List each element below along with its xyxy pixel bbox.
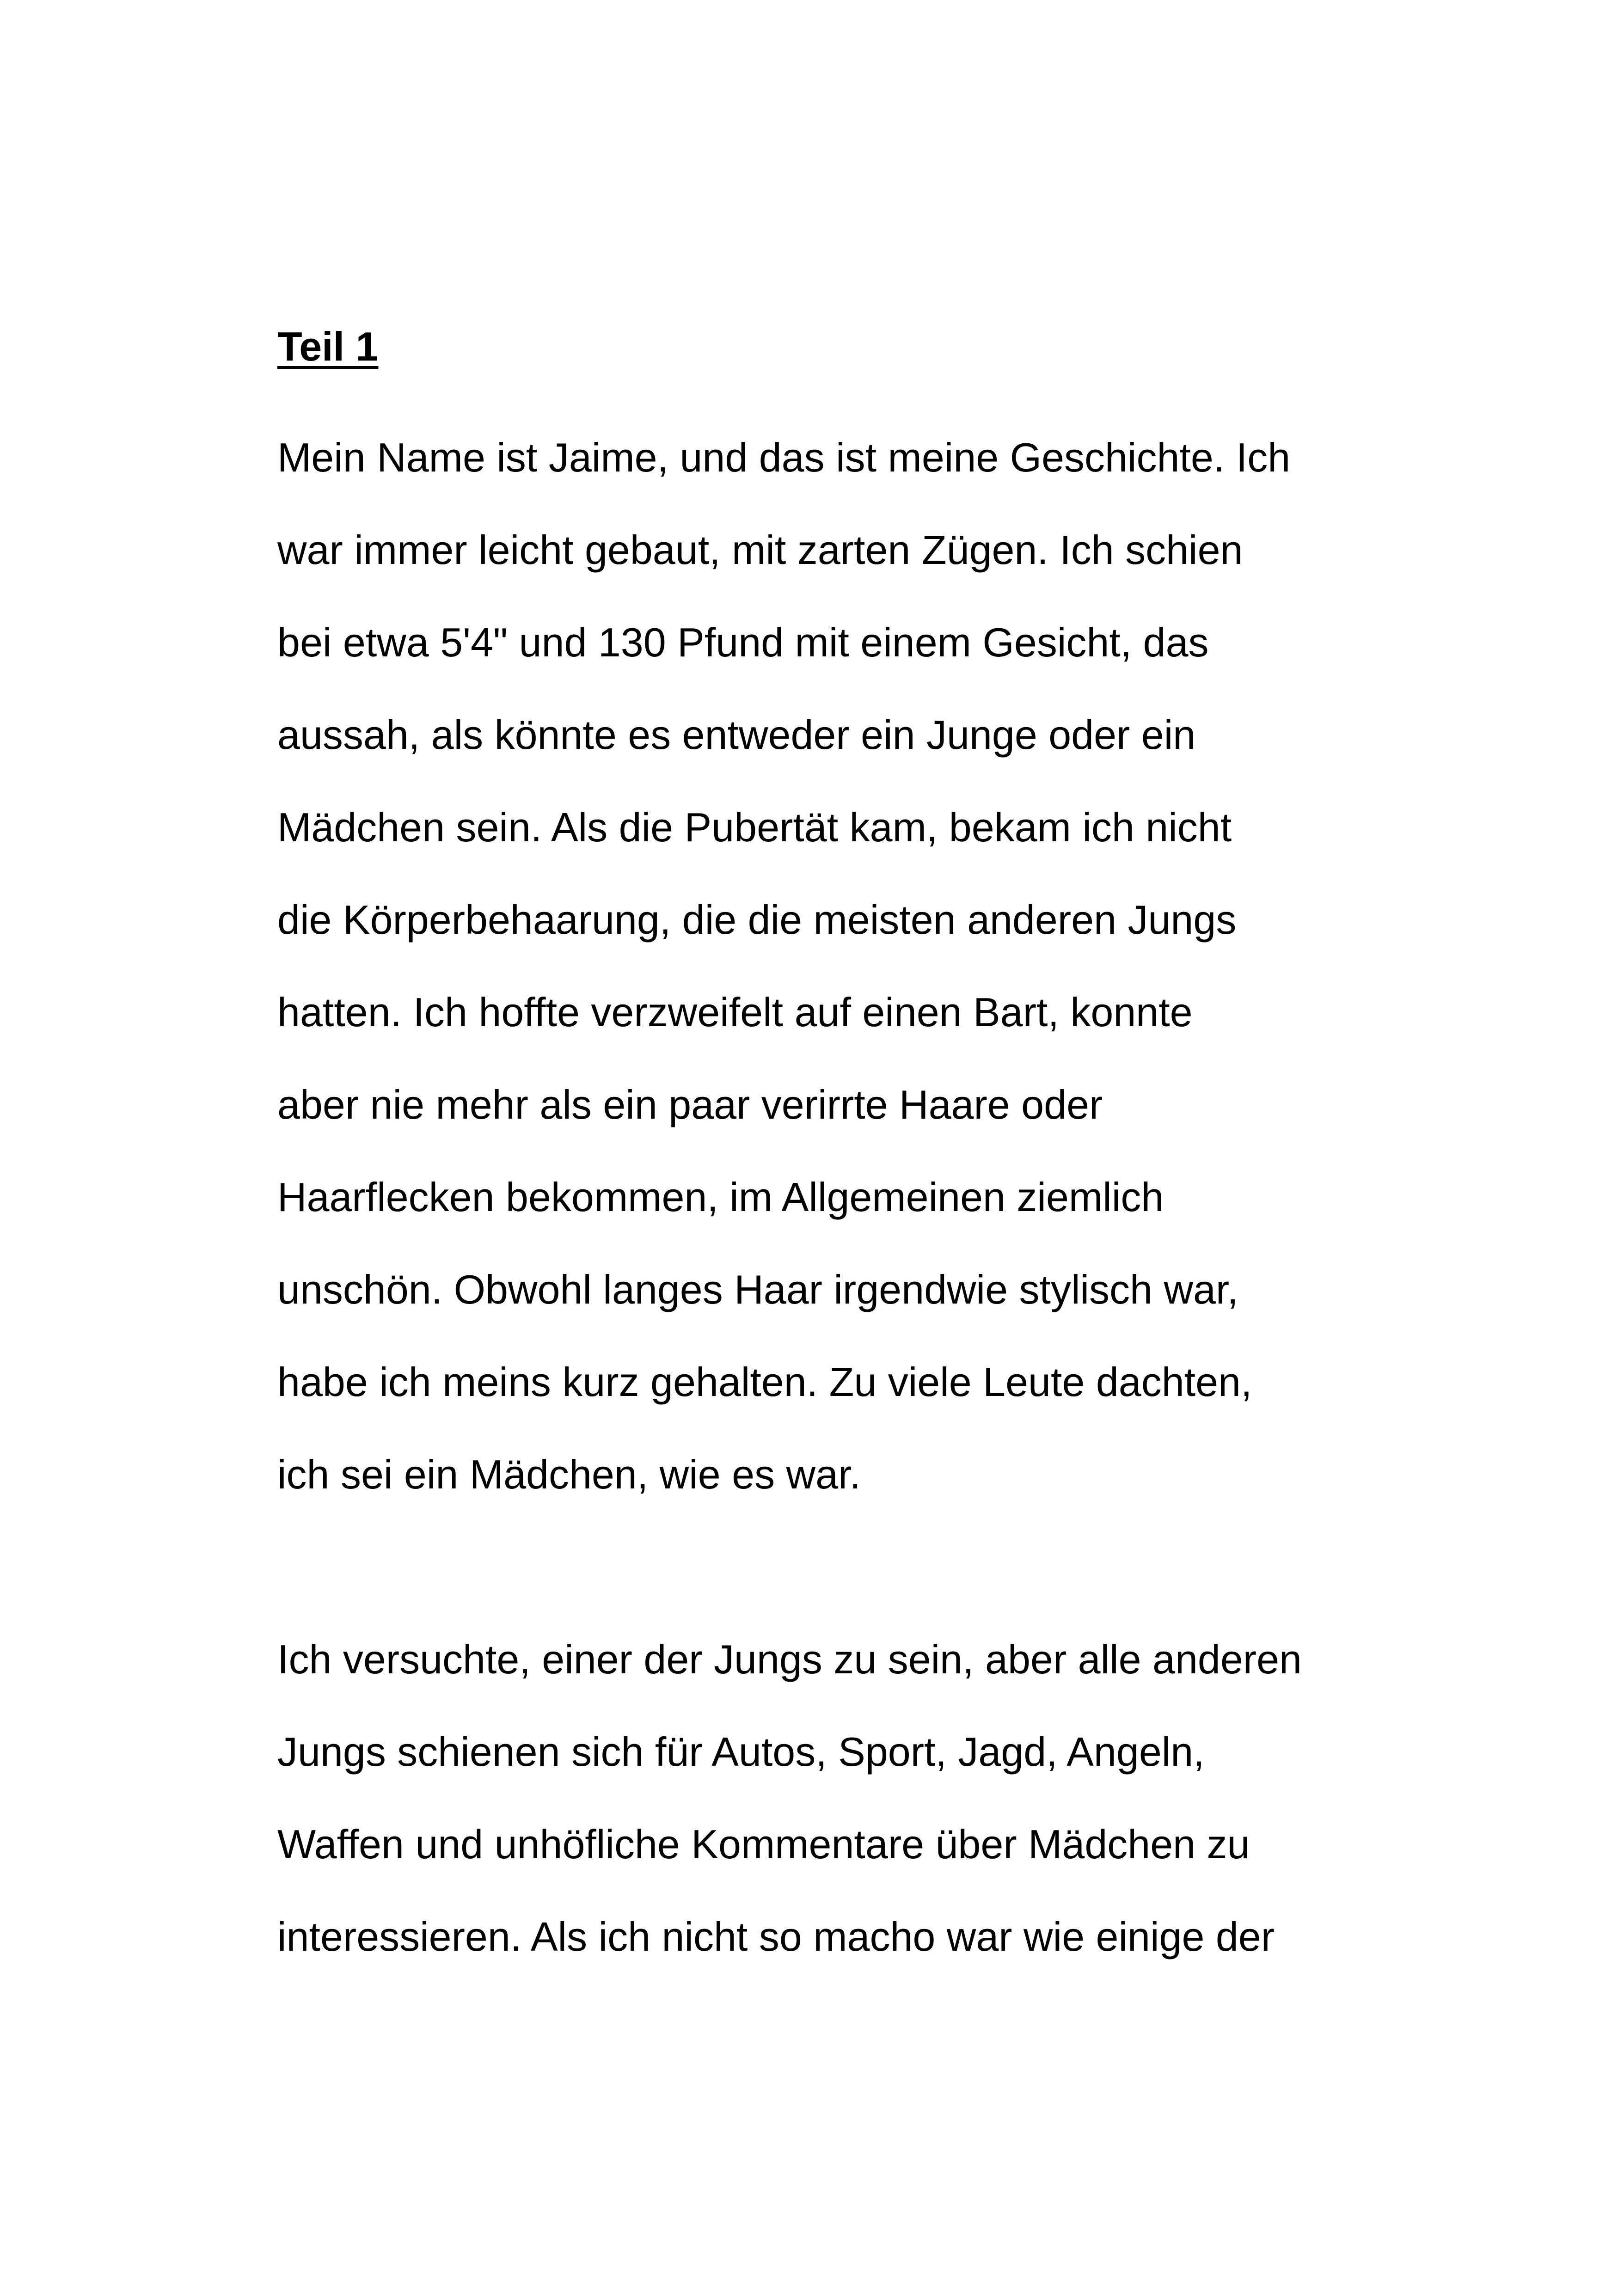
text-line: war immer leicht gebaut, mit zarten Zügen. Ich schien bbox=[277, 527, 1243, 573]
paragraph-2 bbox=[277, 1613, 1396, 1983]
section-heading: Teil 1 bbox=[277, 324, 379, 369]
text-line: Waffen und unhöfliche Kommentare über Mädchen zu bbox=[277, 1821, 1250, 1867]
paragraph-spacer bbox=[277, 1521, 1396, 1613]
text-line: hatten. Ich hoffte verzweifelt auf einen Bart, konnte bbox=[277, 989, 1193, 1035]
text-line: unschön. Obwohl langes Haar irgendwie stylisch war, bbox=[277, 1267, 1238, 1312]
text-line: aber nie mehr als ein paar verirrte Haare oder bbox=[277, 1082, 1103, 1127]
text-line: Haarflecken bekommen, im Allgemeinen ziemlich bbox=[277, 1174, 1164, 1220]
text-line: Mädchen sein. Als die Pubertät kam, bekam ich nicht bbox=[277, 804, 1232, 850]
text-line: interessieren. Als ich nicht so macho war wie einige der bbox=[277, 1914, 1275, 1959]
text-line: Ich versuchte, einer der Jungs zu sein, aber alle anderen bbox=[277, 1636, 1302, 1682]
text-line: Mein Name ist Jaime, und das ist meine Geschichte. Ich bbox=[277, 435, 1291, 480]
text-line: Jungs schienen sich für Autos, Sport, Jagd, Angeln, bbox=[277, 1729, 1205, 1775]
text-line: bei etwa 5'4" und 130 Pfund mit einem Gesicht, das bbox=[277, 619, 1209, 665]
text-line: ich sei ein Mädchen, wie es war. bbox=[277, 1451, 861, 1497]
document-body bbox=[277, 319, 1396, 1983]
text-line: die Körperbehaarung, die die meisten anderen Jungs bbox=[277, 897, 1237, 943]
text-line: aussah, als könnte es entweder ein Junge oder ein bbox=[277, 712, 1196, 758]
text-line: habe ich meins kurz gehalten. Zu viele Leute dachten, bbox=[277, 1359, 1252, 1405]
paragraph-1 bbox=[277, 411, 1396, 1521]
